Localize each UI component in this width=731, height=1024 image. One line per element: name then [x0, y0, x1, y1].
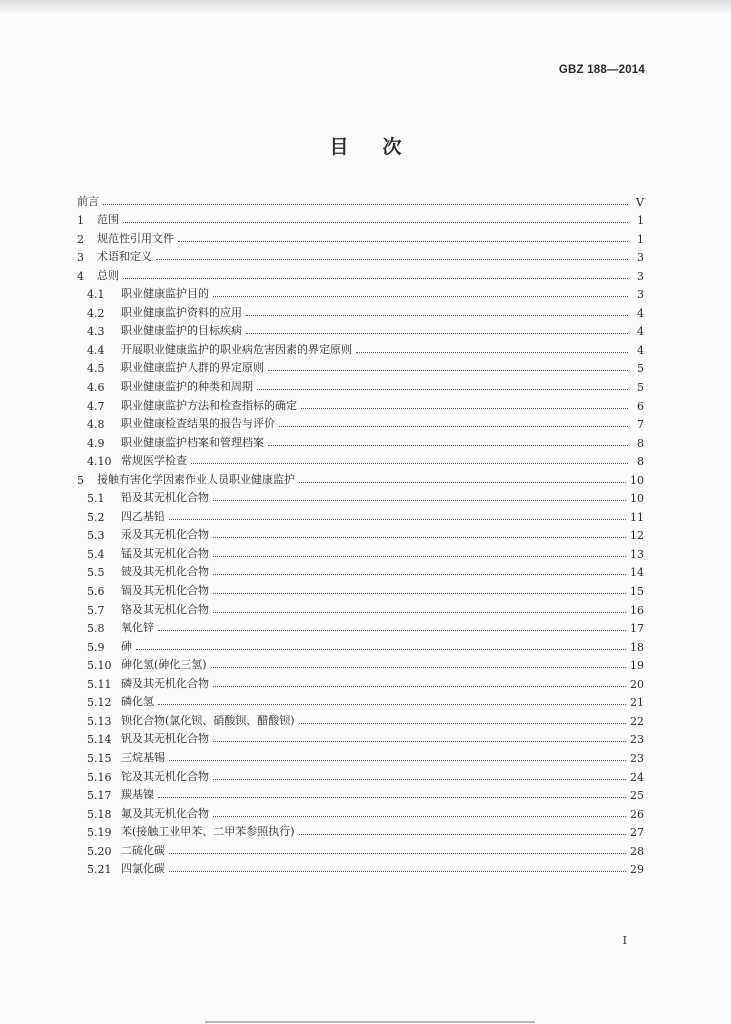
dot-leader — [268, 444, 628, 446]
toc-entry-label: 钒及其无机化合物 — [121, 732, 209, 746]
toc-entry-label: 规范性引用文件 — [97, 231, 174, 245]
dot-leader — [213, 536, 626, 538]
toc-entry[interactable] — [77, 283, 644, 302]
toc-entry[interactable] — [77, 450, 644, 469]
toc-entry-page: V — [636, 195, 644, 209]
toc-entry-number: 4 — [77, 269, 84, 283]
dot-leader — [213, 685, 626, 687]
toc-entry[interactable] — [77, 654, 644, 673]
toc-entry-label: 职业健康监护的种类和周期 — [121, 380, 253, 394]
toc-entry-number: 4.3 — [87, 325, 105, 339]
dot-leader — [158, 629, 626, 631]
toc-entry[interactable] — [77, 542, 644, 561]
dot-leader — [299, 833, 626, 835]
toc-entry[interactable] — [77, 394, 644, 413]
toc-entry-label: 职业健康监护方法和检查指标的确定 — [121, 398, 297, 412]
toc-entry-label: 磷及其无机化合物 — [121, 676, 209, 690]
toc-entry-number: 4.10 — [87, 455, 112, 469]
table-of-contents — [77, 190, 644, 876]
toc-entry-number: 5.10 — [87, 659, 112, 673]
toc-entry-number: 5.1 — [87, 492, 105, 506]
toc-entry-label: 接触有害化学因素作业人员职业健康监护 — [97, 472, 295, 486]
toc-entry-number: 5.2 — [87, 510, 105, 524]
toc-entry-number: 5.15 — [87, 751, 112, 765]
toc-entry-number: 4.9 — [87, 436, 105, 450]
standard-code: GBZ 188—2014 — [558, 64, 645, 76]
dot-leader — [213, 295, 628, 297]
toc-entry-label: 苯(接触工业甲苯、二甲苯参照执行) — [121, 825, 295, 839]
toc-entry-page: 18 — [630, 640, 644, 654]
toc-entry[interactable] — [77, 672, 644, 691]
toc-entry-label: 砷 — [121, 639, 132, 653]
dot-leader — [299, 722, 626, 724]
toc-entry-number: 5.19 — [87, 826, 112, 840]
toc-entry-page: 23 — [630, 751, 644, 765]
toc-entry-page: 3 — [637, 288, 644, 302]
toc-entry-label: 三烷基锡 — [121, 750, 165, 764]
dot-leader — [257, 388, 628, 390]
page-number: I — [622, 934, 627, 947]
toc-entry[interactable] — [77, 413, 644, 432]
toc-entry-page: 4 — [637, 306, 644, 320]
toc-entry[interactable] — [77, 505, 644, 524]
toc-entry-number: 5.6 — [87, 585, 105, 599]
toc-entry[interactable] — [77, 431, 644, 450]
toc-entry-page: 21 — [630, 696, 644, 710]
toc-entry-number: 4.6 — [87, 381, 105, 395]
dot-leader — [268, 369, 628, 371]
dot-leader — [169, 759, 626, 761]
toc-entry-number: 4.4 — [87, 343, 105, 357]
toc-entry-number: 5.21 — [87, 863, 112, 877]
dot-leader — [169, 870, 626, 872]
toc-entry[interactable] — [77, 320, 644, 339]
toc-entry-label: 磷化氢 — [121, 695, 154, 709]
toc-entry-number: 5 — [77, 473, 84, 487]
toc-entry[interactable] — [77, 561, 644, 580]
toc-entry[interactable] — [77, 209, 644, 228]
toc-entry-number: 2 — [77, 232, 84, 246]
toc-entry-label: 职业健康监护的目标疾病 — [121, 324, 242, 338]
dot-leader — [103, 203, 628, 205]
toc-entry[interactable] — [77, 617, 644, 636]
toc-entry[interactable] — [77, 728, 644, 747]
toc-entry-number: 5.17 — [87, 789, 112, 803]
dot-leader — [158, 703, 626, 705]
toc-entry-number: 5.13 — [87, 714, 112, 728]
toc-entry-page: 10 — [630, 492, 644, 506]
dot-leader — [279, 425, 628, 427]
toc-entry-label: 铅及其无机化合物 — [121, 491, 209, 505]
toc-entry-page: 23 — [630, 733, 644, 747]
toc-entry-label: 汞及其无机化合物 — [121, 528, 209, 542]
toc-entry-label: 氧化锌 — [121, 621, 154, 635]
toc-entry-number: 5.7 — [87, 603, 105, 617]
toc-entry-number: 5.9 — [87, 640, 105, 654]
dot-leader — [123, 277, 628, 279]
toc-entry-label: 职业健康监护资料的应用 — [121, 305, 242, 319]
toc-entry-number: 5.18 — [87, 807, 112, 821]
toc-entry-page: 29 — [630, 863, 644, 877]
toc-entry[interactable] — [77, 264, 644, 283]
dot-leader — [169, 518, 626, 520]
toc-entry-label: 四乙基铅 — [121, 509, 165, 523]
toc-entry-label: 锰及其无机化合物 — [121, 546, 209, 560]
toc-entry-page: 1 — [637, 232, 644, 246]
dot-leader — [156, 258, 628, 260]
toc-entry-page: 8 — [637, 436, 644, 450]
dot-leader — [213, 573, 626, 575]
toc-entry-page: 6 — [637, 399, 644, 413]
scan-top-shade — [0, 0, 731, 14]
toc-entry[interactable] — [77, 691, 644, 710]
toc-entry-label: 二硫化碳 — [121, 843, 165, 857]
toc-entry-number: 5.8 — [87, 622, 105, 636]
toc-entry[interactable] — [77, 227, 644, 246]
toc-entry[interactable] — [77, 524, 644, 543]
toc-entry-label: 总则 — [97, 268, 119, 282]
bottom-rule — [205, 1021, 535, 1023]
toc-entry[interactable] — [77, 579, 644, 598]
toc-entry-page: 8 — [637, 455, 644, 469]
toc-entry-page: 16 — [630, 603, 644, 617]
toc-entry[interactable] — [77, 858, 644, 877]
toc-entry-number: 5.11 — [87, 677, 112, 691]
toc-entry-page: 19 — [630, 659, 644, 673]
dot-leader — [213, 778, 626, 780]
toc-entry-number: 5.4 — [87, 547, 105, 561]
toc-entry-label: 镉及其无机化合物 — [121, 584, 209, 598]
toc-entry[interactable] — [77, 468, 644, 487]
toc-entry-number: 5.14 — [87, 733, 112, 747]
dot-leader — [136, 648, 626, 650]
toc-entry[interactable] — [77, 301, 644, 320]
toc-entry-label: 范围 — [97, 213, 119, 227]
toc-entry-number: 3 — [77, 251, 84, 265]
toc-entry[interactable] — [77, 709, 644, 728]
toc-entry-label: 术语和定义 — [97, 250, 152, 264]
toc-entry-page: 4 — [637, 343, 644, 357]
toc-entry[interactable] — [77, 246, 644, 265]
toc-entry[interactable] — [77, 746, 644, 765]
toc-entry-page: 12 — [630, 529, 644, 543]
toc-entry-label: 开展职业健康监护的职业病危害因素的界定原则 — [121, 342, 352, 356]
toc-entry-page: 5 — [637, 362, 644, 376]
toc-entry-number: 4.5 — [87, 362, 105, 376]
dot-leader — [299, 481, 626, 483]
toc-entry[interactable] — [77, 190, 644, 209]
toc-entry-number: 5.20 — [87, 844, 112, 858]
toc-entry-page: 26 — [630, 807, 644, 821]
toc-entry-page: 4 — [637, 325, 644, 339]
toc-entry-page: 27 — [630, 826, 644, 840]
toc-entry-page: 3 — [637, 251, 644, 265]
toc-entry-label: 钡化合物(氯化钡、硝酸钡、醋酸钡) — [121, 713, 295, 727]
dot-leader — [246, 332, 628, 334]
page-title: 目次 — [329, 136, 436, 158]
toc-entry-number: 5.5 — [87, 566, 105, 580]
dot-leader — [213, 499, 626, 501]
toc-entry-label: 四氯化碳 — [121, 862, 165, 876]
toc-entry[interactable] — [77, 487, 644, 506]
toc-entry[interactable] — [77, 338, 644, 357]
dot-leader — [356, 351, 628, 353]
toc-entry-number: 5.16 — [87, 770, 112, 784]
toc-entry[interactable] — [77, 784, 644, 803]
toc-entry-page: 10 — [630, 473, 644, 487]
toc-entry-number: 4.2 — [87, 306, 105, 320]
toc-entry-label: 铍及其无机化合物 — [121, 565, 209, 579]
toc-entry-page: 25 — [630, 789, 644, 803]
toc-entry[interactable] — [77, 375, 644, 394]
toc-entry-label: 职业健康监护档案和管理档案 — [121, 435, 264, 449]
dot-leader — [213, 611, 626, 613]
toc-entry-number: 4.1 — [87, 288, 105, 302]
toc-entry-label: 常规医学检查 — [121, 454, 187, 468]
toc-entry-page: 13 — [630, 547, 644, 561]
toc-entry-label: 前言 — [77, 194, 99, 208]
dot-leader — [191, 462, 628, 464]
dot-leader — [213, 592, 626, 594]
toc-entry-page: 28 — [630, 844, 644, 858]
toc-entry-page: 1 — [637, 214, 644, 228]
dot-leader — [178, 240, 628, 242]
toc-entry-page: 17 — [630, 622, 644, 636]
toc-entry[interactable] — [77, 802, 644, 821]
toc-entry-page: 7 — [637, 418, 644, 432]
toc-entry-number: 5.3 — [87, 529, 105, 543]
dot-leader — [123, 221, 628, 223]
toc-entry-number: 5.12 — [87, 696, 112, 710]
toc-entry-label: 羰基镍 — [121, 788, 154, 802]
toc-entry-label: 砷化氢(砷化三氢) — [121, 658, 207, 672]
dot-leader — [158, 796, 626, 798]
toc-entry-number: 1 — [77, 214, 84, 228]
toc-entry-label: 铊及其无机化合物 — [121, 769, 209, 783]
toc-entry-number: 4.8 — [87, 418, 105, 432]
dot-leader — [301, 407, 628, 409]
toc-entry-label: 职业健康监护目的 — [121, 287, 209, 301]
toc-entry-page: 3 — [637, 269, 644, 283]
toc-entry[interactable] — [77, 839, 644, 858]
toc-entry-page: 15 — [630, 585, 644, 599]
dot-leader — [213, 815, 626, 817]
toc-entry-page: 14 — [630, 566, 644, 580]
dot-leader — [246, 314, 628, 316]
toc-entry-page: 5 — [637, 381, 644, 395]
toc-entry-page: 20 — [630, 677, 644, 691]
dot-leader — [213, 740, 626, 742]
dot-leader — [213, 555, 626, 557]
dot-leader — [211, 666, 626, 668]
toc-entry-page: 22 — [630, 714, 644, 728]
toc-entry[interactable] — [77, 635, 644, 654]
toc-entry[interactable] — [77, 821, 644, 840]
toc-entry-page: 11 — [630, 510, 644, 524]
toc-entry[interactable] — [77, 357, 644, 376]
toc-entry[interactable] — [77, 765, 644, 784]
toc-entry-number: 4.7 — [87, 399, 105, 413]
toc-entry-label: 职业健康检查结果的报告与评价 — [121, 417, 275, 431]
toc-entry-label: 氟及其无机化合物 — [121, 806, 209, 820]
toc-entry-label: 铬及其无机化合物 — [121, 602, 209, 616]
toc-entry-page: 24 — [630, 770, 644, 784]
dot-leader — [169, 852, 626, 854]
toc-entry[interactable] — [77, 598, 644, 617]
toc-entry-label: 职业健康监护人群的界定原则 — [121, 361, 264, 375]
